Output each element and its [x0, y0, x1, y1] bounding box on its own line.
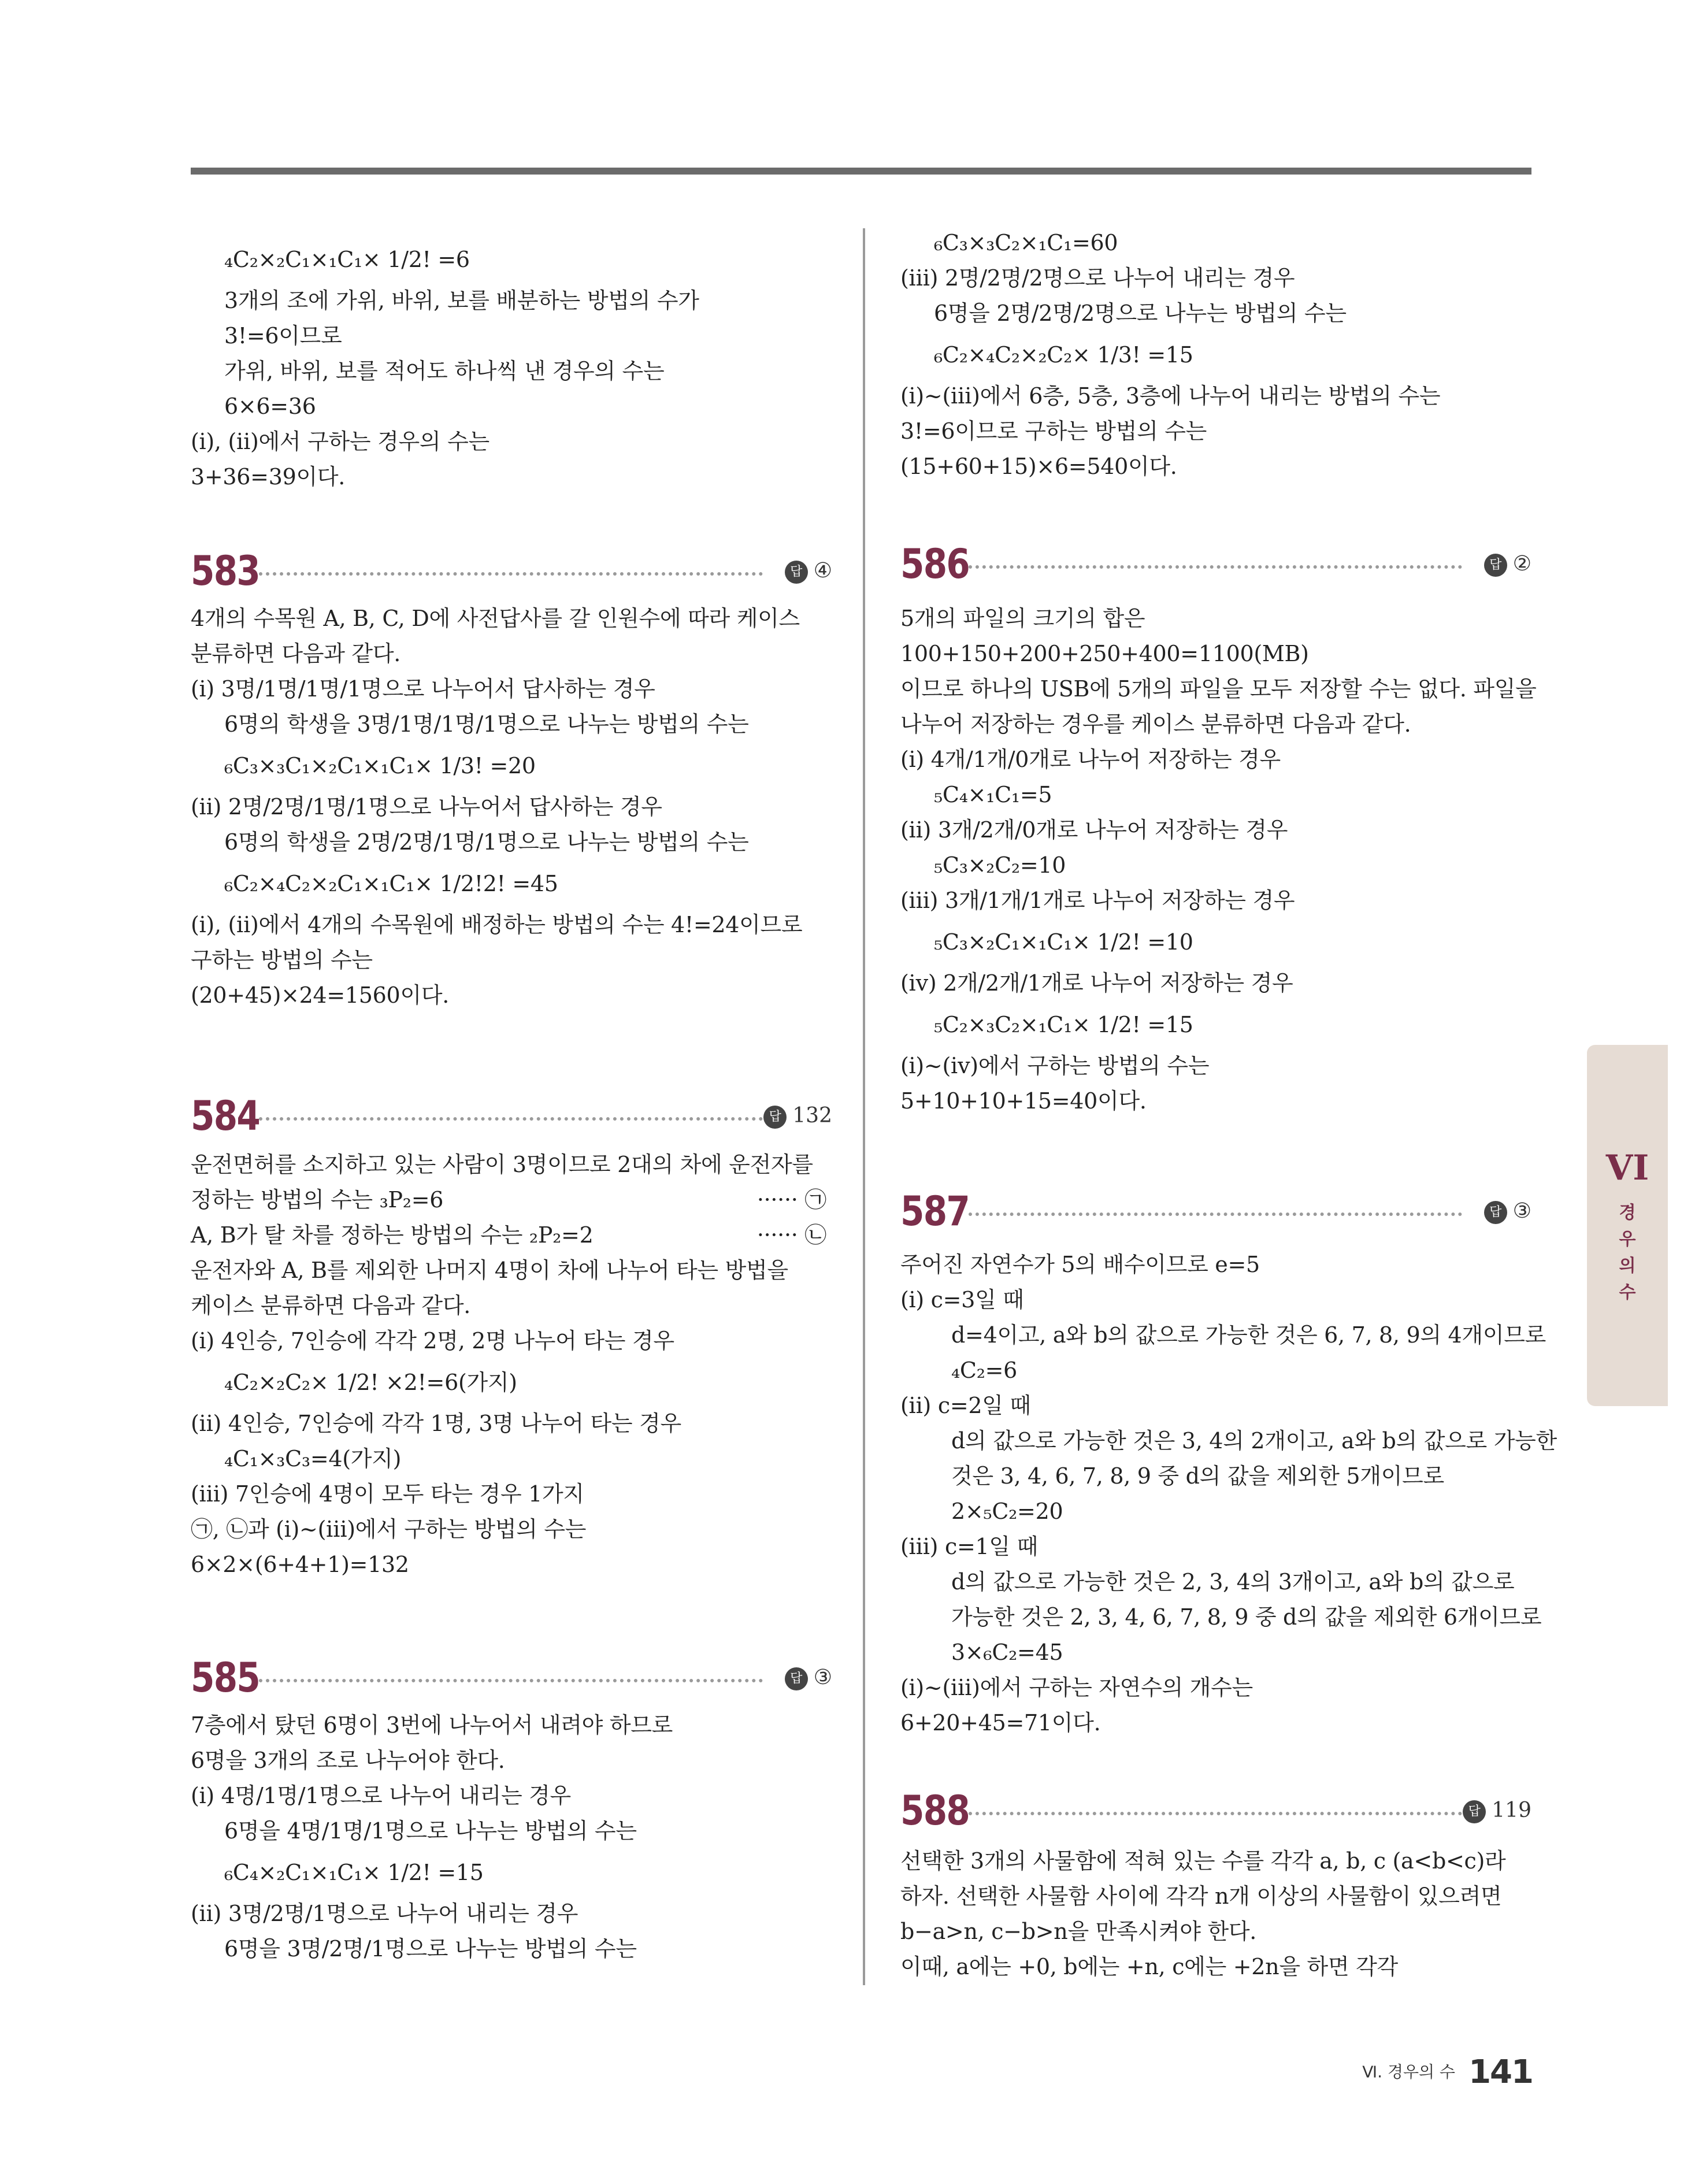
line-text: 케이스 분류하면 다음과 같다.: [191, 1293, 471, 1318]
line-text: d의 값으로 가능한 것은 3, 4의 2개이고, a와 b의 값으로 가능한: [951, 1428, 1557, 1453]
solution-line: [900, 1459, 1531, 1494]
solution-line: [900, 883, 1531, 918]
line-text: (ⅱ) 3개/2개/0개로 나누어 저장하는 경우: [900, 817, 1288, 843]
line-text: b−a>n, c−b>n을 만족시켜야 한다.: [900, 1919, 1257, 1944]
line-text: 분류하면 다음과 같다.: [191, 641, 401, 666]
dotted-leader: [969, 1812, 1462, 1815]
line-text: ₅C₃×₂C₂=10: [934, 852, 1066, 878]
problem-number: 586: [900, 540, 970, 588]
solution-line: [191, 601, 832, 636]
solution-line: [900, 1282, 1531, 1318]
solution-line: [900, 1353, 1531, 1388]
reference-marker: ······ ㉡: [756, 1222, 826, 1248]
line-text: ₆C₄×₂C₁×₁C₁× 1/2! =15: [224, 1860, 484, 1885]
solution-line: [900, 601, 1531, 636]
problem-number: 588: [900, 1787, 970, 1834]
footer-chapter: Ⅵ. 경우의 수: [1362, 2062, 1455, 2082]
line-text: (ⅰ) 4인승, 7인승에 각각 2명, 2명 나누어 타는 경우: [191, 1328, 674, 1354]
answer-badge-icon: 답: [1484, 1201, 1507, 1224]
solution-line: [191, 1849, 832, 1896]
solution-line: [900, 848, 1531, 883]
solution-line: [900, 1388, 1531, 1423]
answer-value: ③: [813, 1666, 832, 1689]
line-text: d=4이고, a와 b의 값으로 가능한 것은 6, 7, 8, 9의 4개이므로: [951, 1322, 1546, 1348]
problem-586-solution: [900, 601, 1537, 1119]
line-text: ₄C₂×₂C₂× 1/2! ×2!=6(가지): [224, 1370, 517, 1395]
line-text: (ⅰ), (ⅱ)에서 4개의 수목원에 배정하는 방법의 수는 4!=24이므로: [191, 912, 803, 937]
solution-line: [191, 354, 832, 389]
reference-marker: ······ ㉠: [756, 1187, 826, 1212]
problem-583-solution: [191, 601, 832, 1013]
line-text: (ⅰ) c=3일 때: [900, 1287, 1024, 1312]
left-top-continuation: [191, 236, 832, 495]
solution-line: [900, 1048, 1531, 1084]
line-text: ₄C₂×₂C₁×₁C₁× 1/2! =6: [224, 247, 470, 272]
line-text: ₆C₃×₃C₂×₁C₁=60: [934, 230, 1118, 255]
solution-line: [191, 978, 832, 1013]
solution-line: [191, 1512, 832, 1547]
line-text: 6×2×(6+4+1)=132: [191, 1552, 409, 1577]
line-text: 5개의 파일의 크기의 합은: [900, 606, 1145, 631]
line-text: ₅C₄×₁C₁=5: [934, 782, 1052, 807]
solution-line: [191, 1253, 832, 1288]
solution-line: [191, 1359, 832, 1406]
solution-line: [191, 1288, 832, 1323]
line-text: 이때, a에는 +0, b에는 +n, c에는 +2n을 하면 각각: [900, 1954, 1398, 1979]
problem-584-header: [191, 1088, 832, 1144]
line-text: ₆C₂×₄C₂×₂C₁×₁C₁× 1/2!2! =45: [224, 871, 558, 896]
solution-line: [191, 1477, 832, 1512]
line-text: 운전면허를 소지하고 있는 사람이 3명이므로 2대의 차에 운전자를: [191, 1152, 813, 1177]
solution-line: [900, 261, 1531, 296]
answer: [785, 556, 832, 586]
chapter-roman: VI: [1605, 1148, 1649, 1188]
solution-line: [191, 1406, 832, 1441]
line-text: 3×₆C₂=45: [951, 1640, 1063, 1665]
answer-badge-icon: 답: [785, 1667, 808, 1690]
solution-line: [900, 296, 1531, 331]
solution-line: [900, 225, 1531, 261]
chapter-label-char: 의: [1619, 1256, 1636, 1276]
column-divider: [863, 228, 865, 1985]
solution-line: [900, 1914, 1531, 1949]
solution-line: [191, 424, 832, 459]
solution-line: [900, 742, 1531, 777]
line-text: (ⅲ) 2명/2명/2명으로 나누어 내리는 경우: [900, 265, 1295, 291]
solution-line: [191, 236, 832, 283]
chapter-vertical-label: [1587, 1200, 1668, 1306]
page-footer: [1362, 2052, 1533, 2092]
solution-line: [900, 1635, 1531, 1670]
solution-line: [191, 1708, 832, 1743]
line-text: 이므로 하나의 USB에 5개의 파일을 모두 저장할 수는 없다. 파일을: [900, 676, 1537, 702]
problem-583-header: [191, 543, 832, 599]
solution-line: [900, 1879, 1531, 1914]
line-text: 주어진 자연수가 5의 배수이므로 e=5: [900, 1252, 1260, 1277]
line-text: (ⅰ) 4개/1개/0개로 나누어 저장하는 경우: [900, 747, 1281, 772]
line-text: 6명을 3명/2명/1명으로 나누는 방법의 수는: [224, 1936, 637, 1961]
problem-number: 584: [191, 1092, 260, 1140]
line-text: ₅C₂×₃C₂×₁C₁× 1/2! =15: [934, 1012, 1193, 1037]
solution-line: [191, 943, 832, 978]
solution-line: [900, 1494, 1531, 1529]
line-text: (ⅰ) 3명/1명/1명/1명으로 나누어서 답사하는 경우: [191, 676, 655, 702]
solution-line: [900, 449, 1531, 484]
line-text: ₄C₁×₃C₃=4(가지): [224, 1446, 402, 1471]
solution-line: [900, 1670, 1531, 1705]
answer: [1463, 1796, 1531, 1826]
solution-line: [900, 672, 1537, 707]
solution-line: [191, 672, 832, 707]
chapter-label-char: 우: [1619, 1229, 1636, 1249]
line-text: 정하는 방법의 수는 ₃P₂=6: [191, 1187, 444, 1212]
line-text: 운전자와 A, B를 제외한 나머지 4명이 차에 나누어 타는 방법을: [191, 1258, 788, 1283]
line-text: 2×₅C₂=20: [951, 1499, 1063, 1524]
answer: [1484, 549, 1531, 579]
line-text: 7층에서 탔던 6명이 3번에 나누어서 내려야 하므로: [191, 1712, 673, 1738]
solution-line: [191, 283, 832, 318]
answer-value: ②: [1512, 552, 1531, 576]
line-text: 것은 3, 4, 6, 7, 8, 9 중 d의 값을 제외한 5개이므로: [951, 1463, 1444, 1489]
line-text: 나누어 저장하는 경우를 케이스 분류하면 다음과 같다.: [900, 711, 1411, 737]
line-text: (20+45)×24=1560이다.: [191, 982, 450, 1008]
line-text: (ⅱ) 4인승, 7인승에 각각 1명, 3명 나누어 타는 경우: [191, 1411, 681, 1436]
solution-line: [191, 1147, 832, 1182]
problem-588-header: [900, 1783, 1531, 1838]
dotted-leader: [969, 565, 1462, 569]
solution-line: [900, 1600, 1542, 1635]
solution-line: [191, 1218, 832, 1253]
solution-line: [900, 1001, 1531, 1048]
problem-584-solution: [191, 1147, 832, 1582]
line-text: 6명을 4명/1명/1명으로 나누는 방법의 수는: [224, 1818, 637, 1844]
solution-line: [900, 1529, 1531, 1564]
line-text: 4개의 수목원 A, B, C, D에 사전답사를 갈 인원수에 따라 케이스: [191, 606, 800, 631]
solution-line: [900, 1564, 1531, 1600]
problem-585-header: [191, 1650, 832, 1705]
solution-line: [900, 966, 1531, 1001]
line-text: ₅C₃×₂C₁×₁C₁× 1/2! =10: [934, 929, 1193, 955]
line-text: (15+60+15)×6=540이다.: [900, 454, 1177, 479]
solution-line: [191, 1743, 832, 1778]
line-text: 3!=6이므로: [224, 323, 342, 348]
solution-line: [191, 1547, 832, 1582]
solution-line: [191, 860, 832, 907]
line-text: (ⅰ)~(ⅲ)에서 구하는 자연수의 개수는: [900, 1675, 1253, 1700]
top-rule: [191, 168, 1531, 175]
right-top-continuation: [900, 225, 1531, 484]
line-text: d의 값으로 가능한 것은 2, 3, 4의 3개이고, a와 b의 값으로: [951, 1569, 1515, 1595]
chapter-label-char: 경: [1619, 1203, 1636, 1223]
line-text: 선택한 3개의 사물함에 적혀 있는 수를 각각 a, b, c (a<b<c)라: [900, 1848, 1506, 1874]
solution-line: [900, 918, 1531, 966]
line-text: 가위, 바위, 보를 적어도 하나씩 낸 경우의 수는: [224, 358, 665, 384]
answer-value: ④: [813, 559, 832, 583]
line-text: (ⅰ)~(ⅳ)에서 구하는 방법의 수는: [900, 1053, 1210, 1078]
page-number: 141: [1468, 2053, 1533, 2091]
line-text: 100+150+200+250+400=1100(MB): [900, 641, 1309, 666]
solution-line: [900, 1084, 1531, 1119]
solution-line: [900, 707, 1531, 742]
problem-587-header: [900, 1184, 1531, 1239]
chapter-side-tab: [1587, 1045, 1668, 1406]
line-text: (ⅲ) 7인승에 4명이 모두 타는 경우 1가지: [191, 1481, 584, 1507]
solution-line: [900, 331, 1531, 379]
line-text: 6명의 학생을 3명/1명/1명/1명으로 나누는 방법의 수는: [224, 711, 749, 737]
line-text: 구하는 방법의 수는: [191, 947, 373, 973]
solution-line: [900, 1423, 1557, 1459]
solution-line: [900, 1705, 1531, 1741]
answer: [1484, 1196, 1531, 1226]
solution-line: [900, 636, 1531, 672]
line-text: (ⅱ) c=2일 때: [900, 1393, 1031, 1418]
solution-line: [191, 789, 832, 825]
answer-badge-icon: 답: [785, 561, 808, 584]
solution-line: [191, 459, 832, 495]
line-text: (ⅲ) c=1일 때: [900, 1534, 1038, 1559]
line-text: 6명을 3개의 조로 나누어야 한다.: [191, 1748, 505, 1773]
line-text: ₆C₃×₃C₁×₂C₁×₁C₁× 1/3! =20: [224, 753, 536, 778]
solution-line: [900, 379, 1531, 414]
line-text: 5+10+10+15=40이다.: [900, 1088, 1147, 1114]
solution-line: [191, 318, 832, 354]
answer-badge-icon: 답: [763, 1106, 787, 1129]
line-text: 6×6=36: [224, 394, 316, 419]
solution-line: [900, 1844, 1531, 1879]
solution-line: [191, 1896, 832, 1931]
answer: [763, 1101, 832, 1131]
line-text: (ⅱ) 3명/2명/1명으로 나누어 내리는 경우: [191, 1901, 578, 1926]
solution-line: [191, 907, 832, 943]
solution-line: [191, 825, 832, 860]
dotted-leader: [259, 572, 763, 576]
line-text: (ⅱ) 2명/2명/1명/1명으로 나누어서 답사하는 경우: [191, 794, 662, 820]
problem-588-solution: [900, 1844, 1531, 1985]
problem-587-solution: [900, 1247, 1557, 1741]
answer-value: ③: [1512, 1199, 1531, 1223]
solution-line: [191, 1182, 832, 1218]
solution-line: [900, 1247, 1531, 1282]
solution-line: [191, 1814, 832, 1849]
problem-number: 583: [191, 547, 260, 595]
dotted-leader: [259, 1679, 763, 1682]
answer-badge-icon: 답: [1463, 1800, 1486, 1823]
solution-line: [900, 1318, 1546, 1353]
solution-line: [191, 636, 832, 672]
line-text: (ⅳ) 2개/2개/1개로 나누어 저장하는 경우: [900, 970, 1293, 996]
line-text: (ⅰ), (ⅱ)에서 구하는 경우의 수는: [191, 429, 489, 454]
solution-line: [191, 707, 832, 742]
dotted-leader: [969, 1212, 1462, 1216]
line-text: 3개의 조에 가위, 바위, 보를 배분하는 방법의 수가: [224, 288, 699, 313]
line-text: 6+20+45=71이다.: [900, 1710, 1101, 1736]
solution-line: [900, 1949, 1531, 1985]
solution-line: [191, 1931, 832, 1967]
solution-line: [900, 414, 1531, 449]
line-text: ㉠, ㉡과 (ⅰ)~(ⅲ)에서 구하는 방법의 수는: [191, 1516, 587, 1542]
line-text: A, B가 탈 차를 정하는 방법의 수는 ₂P₂=2: [191, 1222, 594, 1248]
line-text: (ⅰ) 4명/1명/1명으로 나누어 내리는 경우: [191, 1783, 571, 1808]
line-text: 하자. 선택한 사물함 사이에 각각 n개 이상의 사물함이 있으려면: [900, 1883, 1502, 1909]
answer: [785, 1663, 832, 1693]
answer-badge-icon: 답: [1484, 554, 1507, 577]
answer-value: 119: [1492, 1799, 1531, 1822]
line-text: (ⅲ) 3개/1개/1개로 나누어 저장하는 경우: [900, 888, 1295, 913]
problem-585-solution: [191, 1708, 832, 1967]
line-text: ₄C₂=6: [951, 1358, 1018, 1383]
dotted-leader: [259, 1117, 763, 1121]
solution-line: [191, 742, 832, 789]
line-text: 3+36=39이다.: [191, 464, 346, 490]
line-text: 3!=6이므로 구하는 방법의 수는: [900, 418, 1207, 444]
problem-586-header: [900, 536, 1531, 592]
problem-number: 585: [191, 1654, 260, 1701]
chapter-label-char: 수: [1619, 1282, 1636, 1303]
answer-value: 132: [792, 1104, 832, 1128]
line-text: 6명의 학생을 2명/2명/1명/1명으로 나누는 방법의 수는: [224, 829, 749, 855]
problem-number: 587: [900, 1188, 970, 1235]
line-text: ₆C₂×₄C₂×₂C₂× 1/3! =15: [934, 342, 1193, 368]
line-text: 가능한 것은 2, 3, 4, 6, 7, 8, 9 중 d의 값을 제외한 6개이므로: [951, 1604, 1542, 1630]
solution-line: [191, 1323, 832, 1359]
line-text: 6명을 2명/2명/2명으로 나누는 방법의 수는: [934, 301, 1347, 326]
solution-line: [191, 1778, 832, 1814]
solution-line: [900, 777, 1531, 813]
solution-line: [191, 389, 832, 424]
solution-line: [900, 813, 1531, 848]
line-text: (ⅰ)~(ⅲ)에서 6층, 5층, 3층에 나누어 내리는 방법의 수는: [900, 383, 1441, 409]
solution-line: [191, 1441, 832, 1477]
